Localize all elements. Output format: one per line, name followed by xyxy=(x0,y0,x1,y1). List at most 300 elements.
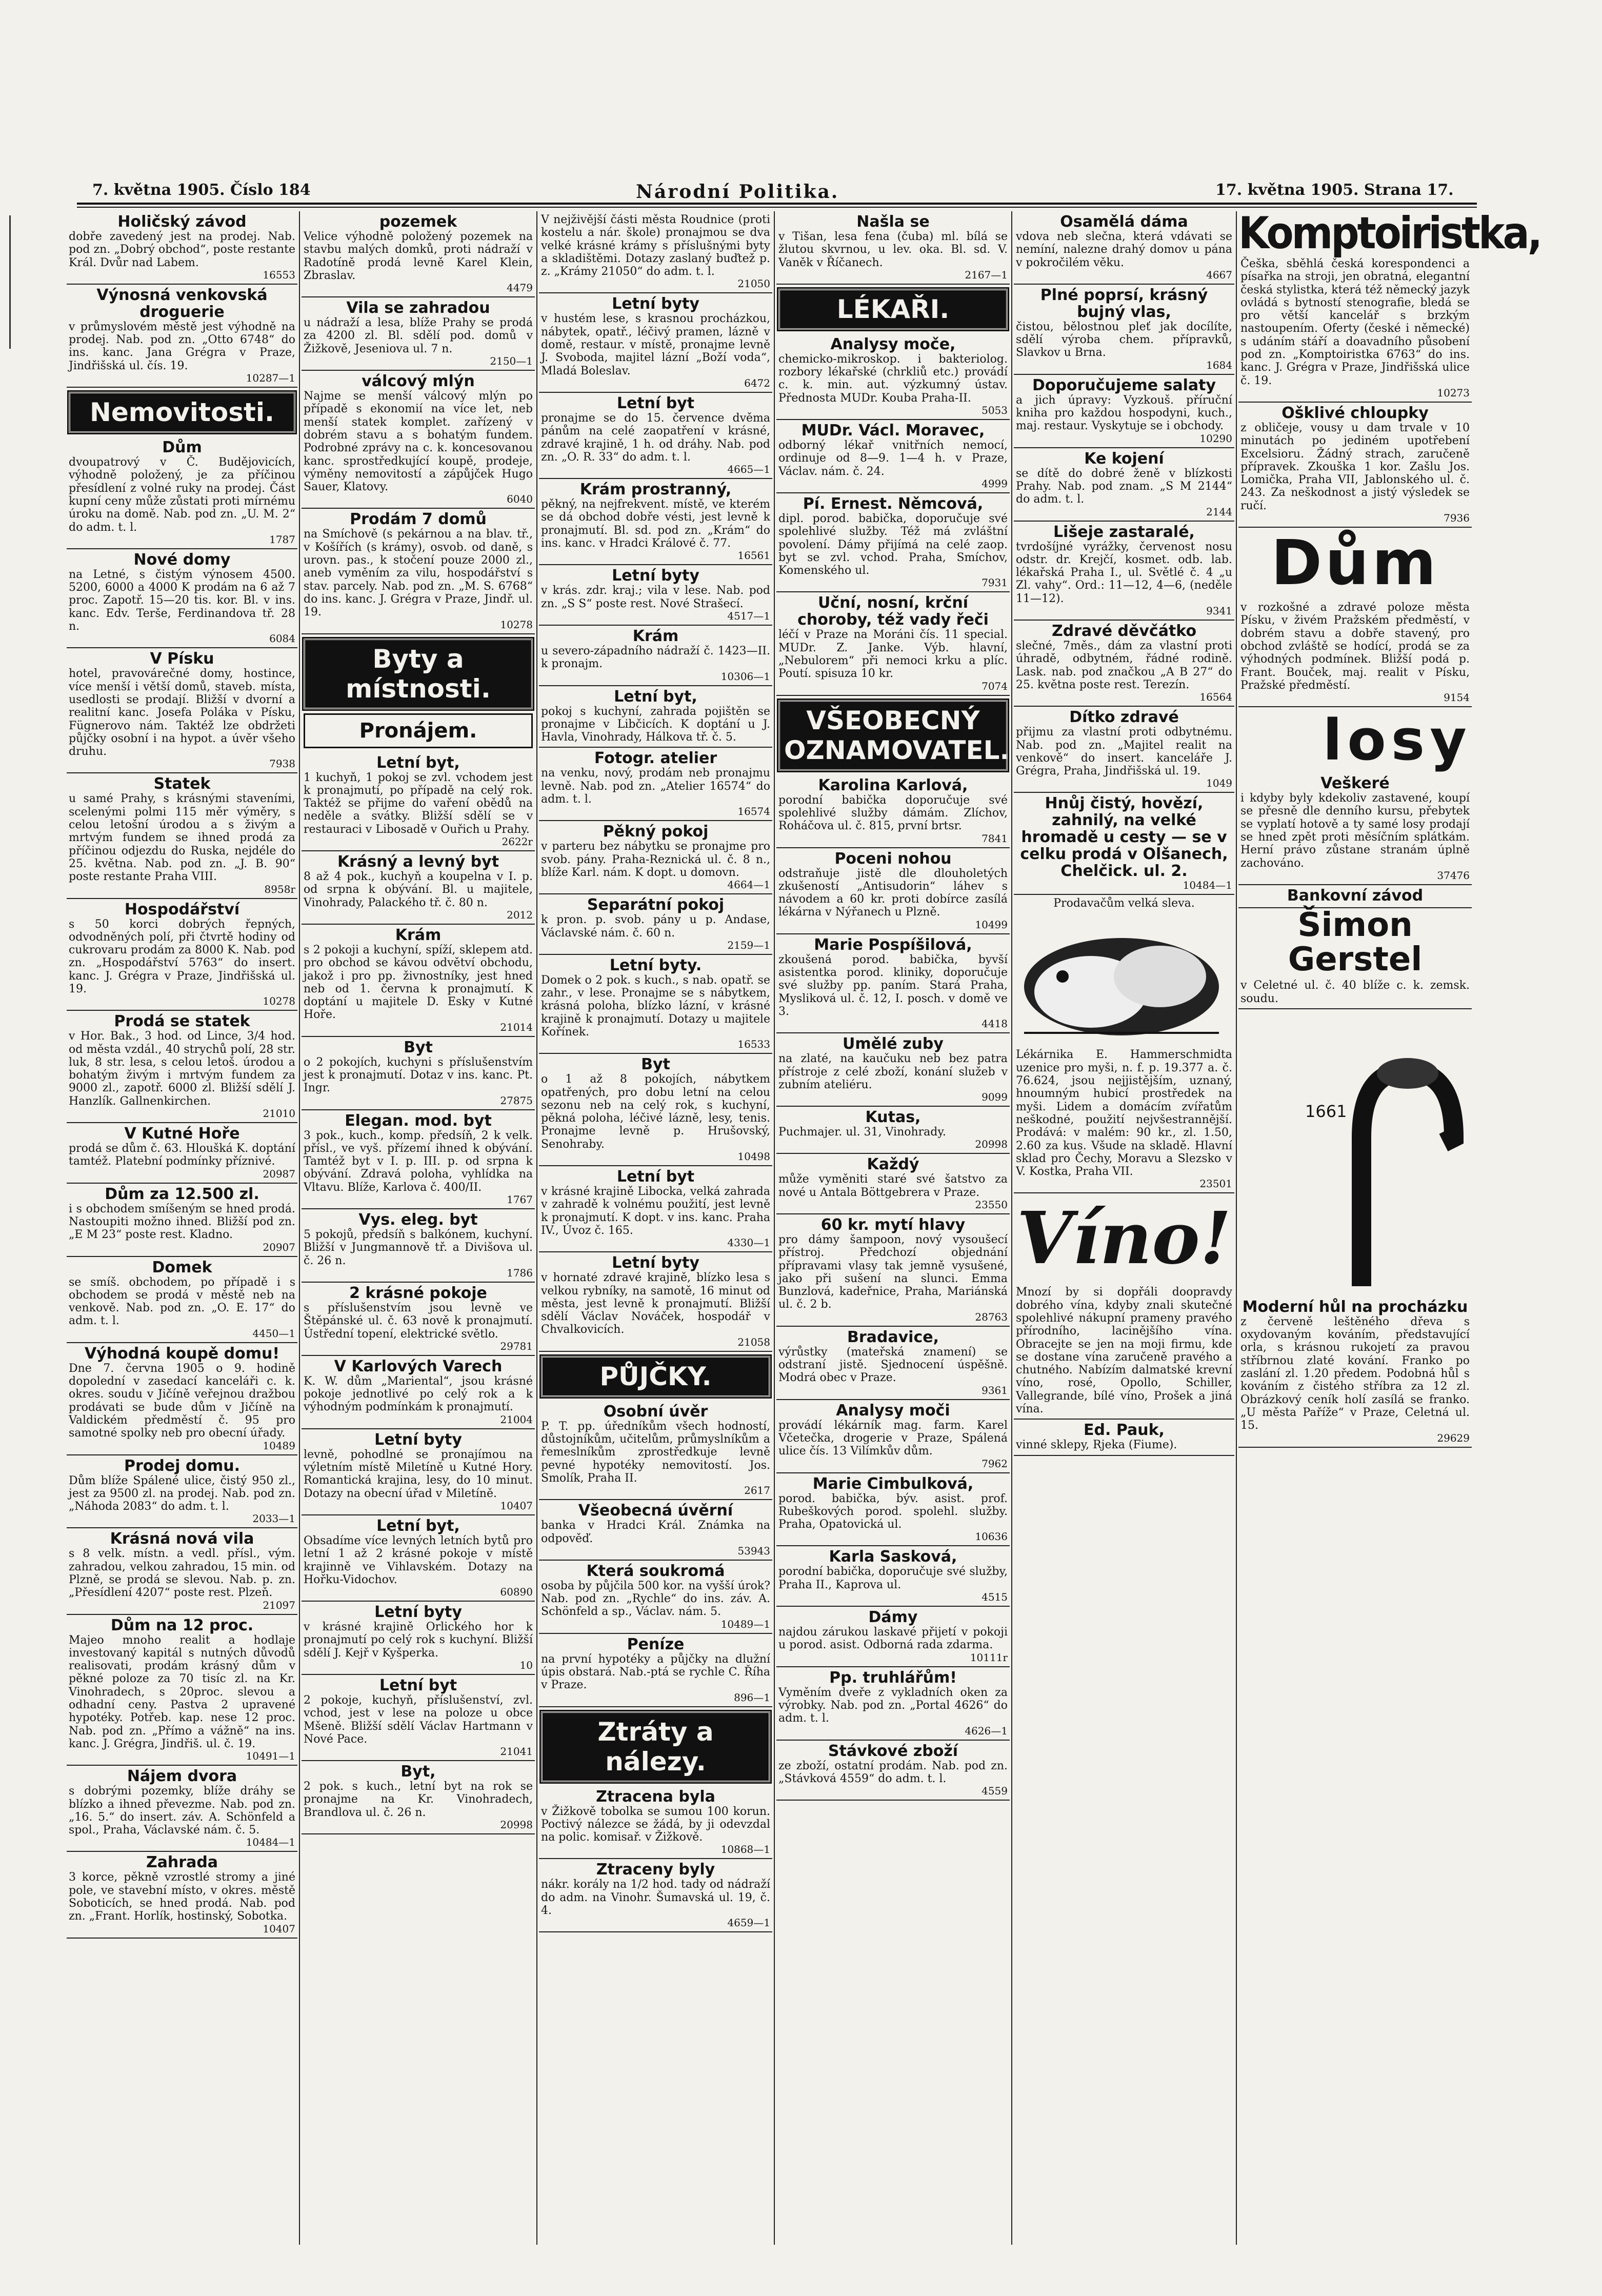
classified-ad xyxy=(776,1214,1010,1327)
ad-text: K. W. dům „Mariental“, jsou krásné pokoje jednotlivé po celý rok a k výhodným podmínkám k pronajmutí. xyxy=(304,1374,533,1414)
ad-text: pěkný, na nejfrekvent. místě, ve kterém se dá obchod dobře vésti, jest levně k pronajmutí. Bl. sd. pod zn. „Krám“ do ins. kanc. v Hradci Králové č. 77. xyxy=(541,498,770,550)
ad-heading: 60 kr. mytí hlavy xyxy=(820,1215,966,1234)
ad-code: 6472 xyxy=(744,376,770,389)
ad-code: 10484—1 xyxy=(246,1836,295,1849)
ad-code: 21041 xyxy=(500,1745,533,1758)
ad-heading: Karolina Karlová, xyxy=(818,776,968,794)
ad-text: ze zboží, ostatní prodám. Nab. pod zn. „Stávková 4559“ do adm. t. l. xyxy=(778,1759,1008,1785)
ad-text: léčí v Praze na Moráni čís. 11 special. MUDr. Z. Janke. Výb. hlavní, „Nebulorem“ při nemoci krku a plíc. Poutí. spisuza 10 kr. xyxy=(778,628,1008,681)
classified-ad xyxy=(539,1401,772,1500)
ad-text: vinné sklepy, Rjeka (Fiume). xyxy=(1016,1439,1177,1452)
ad-heading: Zdravé děvčátko xyxy=(1051,622,1197,641)
ad-text: 3 korce, pěkně vzrostlé stromy a jiné pole, ve stavební místo, v okres. městě Soboticích, se hned prodá. Nab. pod zn. „Frant. Horlík, hostinský, Sobotka. xyxy=(69,1871,295,1923)
ad-heading: Ztracena byla xyxy=(596,1787,715,1806)
ad-heading: Moderní hůl na procházku xyxy=(1242,1297,1468,1316)
ad-text: V nejživější části města Roudnice (proti kostelu a nár. škole) pronajmou se dva velké krásné krámy s příslušnými byty a skladištěmi. Dotazy zaslaný buďtež p. z. „Krámy 21050“ do adm. t. l. xyxy=(541,213,770,278)
ad-text: dipl. porod. babička, doporučuje své spolehlivé služby. Též má zvláštní povolení. Dámy přijímá na celé zaop. byt se zvl. vchod. Praha, Smíchov, Komenského ul. xyxy=(778,512,1008,577)
classified-ad xyxy=(776,1473,1010,1547)
ad-heading: Ke kojení xyxy=(1084,449,1164,468)
classified-ad xyxy=(1014,1420,1234,1455)
ad-text: u samé Prahy, s krásnými staveními, scelenými polmi 115 měr výměry, s celou letošní úrodou a s živým a mrtvým fundem se ihned prodá za příčinou odjezdu do Ruska, nejdéle do 25. května. Nab. pod zn. „J. B. 90“ poste restante Praha VIII. xyxy=(69,792,295,884)
walking-cane-illustration xyxy=(1238,1009,1472,1296)
ad-heading: Byt xyxy=(404,1038,433,1056)
classified-ad xyxy=(302,1602,535,1675)
classified-ad xyxy=(67,1184,297,1257)
classified-ad xyxy=(539,393,772,479)
column-5 xyxy=(1014,211,1234,2245)
ad-code: 20987 xyxy=(263,1167,295,1180)
ad-code: 10868—1 xyxy=(720,1843,770,1856)
ad-heading: Krásná nová vila xyxy=(110,1530,254,1548)
classified-ad xyxy=(776,934,1010,1033)
simon-gerstel-title: Šimon Gerstel xyxy=(1288,906,1423,979)
ad-heading: Plné poprsí, krásný bujný vlas, xyxy=(1040,286,1208,321)
classified-ad xyxy=(1014,375,1234,448)
ad-code: 4515 xyxy=(982,1591,1008,1604)
classified-ad xyxy=(539,955,772,1054)
classified-ad xyxy=(302,371,535,509)
ad-code: 10498 xyxy=(737,1150,770,1163)
classified-ad xyxy=(67,1257,297,1343)
ad-code: 2033—1 xyxy=(252,1512,295,1525)
ad-code: 4999 xyxy=(982,477,1008,490)
ad-heading: Marie Cimbulková, xyxy=(812,1474,974,1493)
classified-ad xyxy=(1014,522,1234,621)
ad-code: 10273 xyxy=(1437,386,1470,399)
ad-code: 7931 xyxy=(982,576,1008,589)
ad-code: 2012 xyxy=(507,908,533,921)
ad-text: o 2 pokojích, kuchyni s příslušenstvím jest k pronajmutí. Dotaz v ins. kanc. Pt. Ingr. xyxy=(304,1055,533,1095)
ad-text: porodní babička, doporučuje své služby, Praha II., Kaprova ul. xyxy=(778,1565,1008,1591)
classified-ad xyxy=(776,420,1010,493)
ad-heading: Dítko zdravé xyxy=(1069,708,1179,727)
ad-text: v krás. zdr. kraj.; vila v lese. Nab. pod zn. „S S“ poste rest. Nové Strašecí. xyxy=(541,584,770,610)
column-divider xyxy=(536,211,537,2245)
classified-ad xyxy=(1238,885,1472,908)
ad-heading: pozemek xyxy=(379,213,457,231)
classified-ad xyxy=(776,334,1010,420)
classified-ad xyxy=(302,1283,535,1356)
classified-ad xyxy=(539,1054,772,1166)
ad-heading: Ztraceny byly xyxy=(596,1861,715,1879)
ad-text: 3 pok., kuch., komp. předsíň, 2 k velk. přísl., ve vyš. přízemí ihned k obývání. Tamtéž byt v I. p. III. p. od srpna k obývání. Zdravá poloha, vyhlídka na Vltavu. Blíže, Karlova č. 400/II. xyxy=(304,1129,533,1194)
ad-text: vdova neb slečna, která vdávati se nemíní, nalezne drahý domov u pána v pokročilém věku. xyxy=(1016,230,1232,269)
classified-ad xyxy=(539,748,772,821)
vino-title: Víno! xyxy=(1016,1196,1232,1281)
classified-ad xyxy=(67,773,297,899)
ad-text: na zlaté, na kaučuku neb bez patra přístroje z celé zboží, konání služeb v zubním ateliéru. xyxy=(778,1052,1008,1091)
classified-ad xyxy=(67,1615,297,1766)
classified-ad xyxy=(67,211,297,285)
ad-heading: 2 krásné pokoje xyxy=(349,1284,487,1302)
ad-heading: Poceni nohou xyxy=(834,849,952,868)
classified-ad xyxy=(776,211,1010,285)
ad-code: 7938 xyxy=(269,757,295,770)
ad-text: přijmu za vlastní proti odbytnému. Nab. pod zn. „Majitel realit na venkově“ do insert. kanceláře J. Grégra, Praha, Jindřišská ul. 19. xyxy=(1016,726,1232,778)
ad-code: 20998 xyxy=(975,1138,1008,1151)
ad-heading: Vys. eleg. byt xyxy=(358,1211,478,1229)
ad-text: banka v Hradci Král. Známka na odpověď. xyxy=(541,1519,770,1545)
classified-ad xyxy=(539,686,772,748)
classified-ad xyxy=(302,925,535,1037)
ad-code: 10306—1 xyxy=(720,670,770,683)
ad-code: 16533 xyxy=(737,1038,770,1051)
ad-heading: Karla Sasková, xyxy=(829,1548,957,1566)
ad-heading: Fotogr. atelier xyxy=(594,749,717,768)
ad-heading: Bankovní závod xyxy=(1287,886,1424,905)
ad-heading: Kutas, xyxy=(865,1108,921,1127)
ad-text: v krásné krajině Orlického hor k pronajmutí po celý rok s kuchyní. Bližší sdělí J. Kejř v Kyšperka. xyxy=(304,1621,533,1660)
ad-heading: Dámy xyxy=(868,1608,918,1627)
ad-text: 2 pokoje, kuchyň, příslušenství, zvl. vchod, jest v lese na poloze u obce Mšeně. Bližší sdělí Václav Hartmann v Nové Pace. xyxy=(304,1694,533,1746)
ad-heading: Ed. Pauk, xyxy=(1084,1421,1165,1440)
classified-ad xyxy=(302,509,535,634)
ad-heading: Ošklivé chloupky xyxy=(1281,404,1429,422)
ad-code: 4665—1 xyxy=(727,463,770,476)
ad-text: pro dámy šampoon, nový vysoušecí přístroj. Předchozí objednání přípravami vlasy tak jemně vysušené, jako při sušení na slunci. Emma Bunzlová, kadeřnice, Praha, Mariánská ul. č. 2 b. xyxy=(778,1233,1008,1311)
ad-heading: Byt, xyxy=(400,1763,436,1781)
ad-text: levně, pohodlné se pronajímou na výletním místě Miletíně u Kutné Hory. Romantická krajina, lesy, do 10 minut. Dotazy na obecní úřad v Miletíně. xyxy=(304,1448,533,1500)
header-rule xyxy=(77,203,1477,205)
classified-ad xyxy=(539,211,772,293)
ad-text: i kdyby byly kdekoliv zastavené, koupí se přesně dle denního kursu, přebytek se vyplatí hotově a ty samé losy prodají se hned zpět proti měsíčním splátkám. Herní právo zůstane stranám úplně zachováno. xyxy=(1240,792,1470,870)
classified-ad xyxy=(67,648,297,773)
cane-number: 1661 xyxy=(1305,1101,1347,1121)
ad-code: 10111r xyxy=(970,1651,1008,1664)
column-divider xyxy=(1011,211,1012,2245)
classified-ad xyxy=(539,1634,772,1707)
classified-ad xyxy=(302,297,535,371)
ad-code: 4450—1 xyxy=(252,1327,295,1340)
ad-text: v Hor. Bak., 3 hod. od Lince, 3/4 hod. od města vzdál., 40 strychů polí, 28 str. luk, 8 str. lesa, s celou letoš. úrodou a bohatým živým i mrtvým fundem za 9000 zl., zapotř. 6000 zl. Bližší sdělí J. Hanzlík. Gallnenkirchen. xyxy=(69,1030,295,1108)
ad-text: Češka, sběhlá česká korespondenci a písařka na stroji, jen obratná, elegantní česká stylistka, která též německý jazyk ovládá s bytností stenografie, bledá se pro větší kancelář s brzkým nastoupením. Oferty (české i německé) s udáním stáří a doavadního působení pod zn. „Komptoiristka 6763“ do ins. kanc. J. Grégra v Praze, Jindřišská ulice č. 19. xyxy=(1240,257,1470,387)
ad-code: 9341 xyxy=(1206,605,1232,617)
ad-code: 9099 xyxy=(982,1091,1008,1104)
ad-heading: Letní byt, xyxy=(614,687,697,706)
ad-code: 16561 xyxy=(737,549,770,562)
ad-code: 1767 xyxy=(507,1193,533,1206)
ad-text: porod. babička, býv. asist. prof. Rubeškových porod. spolehl. služby. Praha, Opatovická ul. xyxy=(778,1492,1008,1531)
ad-heading: Letní byty xyxy=(612,295,699,313)
classified-ad xyxy=(776,1741,1010,1801)
ad-text: na Letné, s čistým výnosem 4500. 5200, 6000 a 4000 K prodám na 6 až 7 proc. Zapotř. 15—20 tis. kor. Bl. v ins. kanc. Edv. Terše, Ferdinandova tř. 28 n. xyxy=(69,568,295,633)
classified-ad xyxy=(302,1761,535,1834)
ad-heading: Veškeré xyxy=(1320,774,1390,793)
ad-heading: Letní byty xyxy=(374,1603,462,1622)
ad-heading: válcový mlýn xyxy=(362,372,475,391)
ad-heading: Vila se zahradou xyxy=(346,299,490,317)
ad-text: Obsadíme více levných letních bytů pro letní 1 až 2 krásné pokoje v místě krajinně ve Vihlavském. Dotazy na Hořku-Vidochov. xyxy=(304,1534,533,1586)
ad-text: v parteru bez nábytku se pronajme pro svob. pány. Praha-Reznická ul. č. 8 n., blíže Karl. nám. K dopt. u domovn. xyxy=(541,840,770,879)
ad-text: 2 pok. s kuch., letní byt na rok se pronajme na Kr. Vinohradech, Brandlova ul. č. 26 n. xyxy=(304,1780,533,1819)
ad-code: 29629 xyxy=(1437,1431,1470,1444)
ad-text: zkoušená porod. babička, byvší asistentka porod. kliniky, doporučuje své služby pp. paním. Stará Praha, Mysliková ul. č. 12, I. posch. v domě ve 3. xyxy=(778,953,1008,1018)
ad-code: 20998 xyxy=(500,1819,533,1831)
ad-text: v hustém lese, s krasnou procházkou, nábytek, opatř., léčivý pramen, lázně v domě, restaur. v místě, pronajme levně J. Svoboda, majitel lázní „Boží voda“, Mladá Boleslav. xyxy=(541,312,770,377)
ad-heading: Nájem dvora xyxy=(127,1767,237,1786)
ad-code: 21097 xyxy=(263,1599,295,1611)
ad-code: 10499 xyxy=(975,918,1008,931)
ad-text: Velice výhodně položený pozemek na stavbu malých domků, proti nádraží v Radotíně prodá levně Karel Klein, Zbraslav. xyxy=(304,230,533,282)
section-heading: LÉKAŘI. xyxy=(778,289,1008,330)
classified-ad xyxy=(776,1107,1010,1154)
ad-heading: Uční, nosní, krční choroby, též vady řeči xyxy=(797,594,989,629)
ad-heading: V Kutné Hoře xyxy=(124,1125,240,1143)
ad-code: 4330—1 xyxy=(727,1236,770,1249)
column-divider xyxy=(1236,211,1237,2245)
ad-text: v Celetné ul. č. 40 blíže c. k. zemsk. soudu. xyxy=(1240,979,1470,1005)
ad-code: 10489—1 xyxy=(720,1618,770,1630)
ad-code: 1787 xyxy=(269,533,295,546)
ad-heading: Letní byty xyxy=(374,1430,462,1449)
classified-ad xyxy=(776,1607,1010,1667)
ad-code: 2144 xyxy=(1206,505,1232,518)
page-edge-decoration xyxy=(0,215,11,349)
ad-code: 4418 xyxy=(982,1017,1008,1030)
classified-ad xyxy=(67,1343,297,1455)
section-heading: Ztráty a nálezy. xyxy=(541,1711,770,1782)
ad-text: Lékárnika E. Hammerschmidta uzenice pro myši, n. f. p. 19.377 a. č. 76.624, jsou nejjistějším, uznaný, hnoumným hubicí prostředek na myši. Lidem a domácím zvířatům neškodné, použití nejvšestrannější. Prodává: v malém: 90 kr., zl. 1.50, 2.60 za kus. Všude na skladě. Hlavní sklad pro Čechy, Moravu a Slezsko v V. Kostka, Praha VII. xyxy=(1016,1048,1232,1179)
ad-heading: Analysy moči xyxy=(836,1401,950,1420)
ad-text: nákr. korály na 1/2 hod. tady od nádraží do adm. na Vinohr. Šumavská ul. 19, č. 4. xyxy=(541,1878,770,1918)
ad-text: Dne 7. června 1905 o 9. hodině dopolední v zasedací kanceláři c. k. okres. soudu v Jičíně veřejnou dražbou prodávati se bude dům v Jičíně na Valdickém předměstí č. 95 pro samotné spolky neb pro obecní úřady. xyxy=(69,1362,295,1440)
ad-text: pokoj s kuchyní, zahrada pojištěn se pronajme v Libčicích. K doptání u J. Havla, Vinohrady, Hálkova tř. č. 5. xyxy=(541,705,770,744)
ad-code: 2159—1 xyxy=(727,939,770,951)
ad-text: v hornaté zdravé krajině, blízko lesa s velkou rybníky, na samotě, 16 minut od města, jest levně k pronajmutí. Bližší sdělí Václav Nováček, hospodář v Chvalkovicích. xyxy=(541,1271,770,1336)
ad-heading: Letní byty xyxy=(612,567,699,585)
section-heading: PŮJČKY. xyxy=(541,1356,770,1397)
ad-code: 1049 xyxy=(1206,777,1232,790)
ad-text: na první hypotéky a půjčky na dlužní úpis obstará. Nab.-ptá se rychle C. Říha v Praze. xyxy=(541,1652,770,1692)
classified-ad xyxy=(1014,1284,1234,1420)
ad-heading: Letní byty. xyxy=(609,956,702,974)
dum-title: Dům xyxy=(1271,528,1439,600)
classified-ad xyxy=(776,775,1010,848)
classified-ad xyxy=(539,821,772,894)
ad-code: 4559 xyxy=(982,1785,1008,1798)
ad-code: 53943 xyxy=(737,1544,770,1557)
section-heading: Pronájem. xyxy=(304,713,533,748)
ad-code: 21014 xyxy=(500,1021,533,1033)
classified-ad xyxy=(539,1859,772,1932)
classified-ad xyxy=(67,1455,297,1529)
ad-heading: V Písku xyxy=(150,650,214,668)
ad-heading: Pěkný pokoj xyxy=(603,823,709,841)
classified-ad xyxy=(302,1515,535,1602)
ad-heading: Prodám 7 domů xyxy=(350,510,487,529)
ad-heading: Dům xyxy=(162,438,202,457)
ad-code: 2622r xyxy=(502,835,533,848)
ad-text: v rozkošné a zdravé poloze města Písku, v živém Pražském předměstí, v dobrém stavu a dobře stavený, pro obchod zvláště se hodící, prodá se za výhodných podmínek. Bližší podá p. Frant. Bouček, maj. realit v Písku, Pražské předměstí. xyxy=(1240,601,1470,692)
ad-heading: Elegan. mod. byt xyxy=(345,1111,492,1130)
classified-ad xyxy=(1238,773,1472,885)
ad-code: 10491—1 xyxy=(246,1750,295,1763)
ad-text: z obličeje, vousy u dam trvale v 10 minutách po jediném upotřebení Excelsioru. Žádný strach, zaručeně přípravek. Zkouška 1 kor. Zašlu Jos. Lomička, Praha VII, Jablonského ul. č. 243. Za neškodnost a jistý výsledek se ručí. xyxy=(1240,421,1470,512)
ad-heading: Dům na 12 proc. xyxy=(110,1616,254,1634)
ad-text: u nádraží a lesa, blíže Prahy se prodá za 4200 zl. Bl. sdělí pod. domů v Žižkově, Jeseniova ul. 7 n. xyxy=(304,316,533,355)
classified-ad xyxy=(302,1037,535,1110)
ad-code: 23501 xyxy=(1199,1177,1232,1190)
ad-text: se smíš. obchodem, po případě i s obchodem se prodá v městě neb na venkově. Nab. pod zn. „O. E. 17“ do adm. t. l. xyxy=(69,1275,295,1328)
ad-text: výrůstky (mateřská znamení) se odstraní jistě. Sjednocení úspěšně. Modrá obec v Praze. xyxy=(778,1345,1008,1385)
header-masthead: Národní Politika. xyxy=(636,181,839,203)
ad-heading: Osobní úvěr xyxy=(603,1402,708,1421)
ad-code: 10484—1 xyxy=(1183,879,1232,892)
ad-code: 4659—1 xyxy=(727,1916,770,1929)
ad-text: dobře zavedený jest na prodej. Nab. pod zn. „Dobrý obchod“, poste restante Král. Dvůr nad Labem. xyxy=(69,230,295,269)
ad-code: 8958r xyxy=(264,883,295,895)
classified-ad xyxy=(776,1667,1010,1741)
ad-code: 896—1 xyxy=(734,1691,770,1704)
ad-text: prodá se dům č. 63. Hloušká K. doptání tamtéž. Platební podmínky příznivé. xyxy=(69,1142,295,1168)
ad-heading: Krám xyxy=(632,627,679,645)
ad-caption: Prodavačům velká sleva. xyxy=(1053,897,1195,910)
ad-text: o 1 až 8 pokojích, nábytkem opatřených, pro dobu letní na celou sezonu neb na celý rok, s kuchyní, pěkná poloha, léčivé lázně, lesy, tenis. Pronajme levně p. Hrušovský, Senohraby. xyxy=(541,1073,770,1151)
classified-ad xyxy=(302,1209,535,1283)
section-heading: VŠEOBECNÝ OZNAMOVATEL. xyxy=(778,700,1008,771)
classified-ad xyxy=(1014,707,1234,793)
column-3 xyxy=(539,211,772,2245)
classified-ad xyxy=(302,211,535,297)
ad-code: 4479 xyxy=(507,282,533,294)
classified-ad xyxy=(539,1166,772,1252)
ad-text: Najme se menší válcový mlýn po případě s ekonomií na více let, neb menší statek komplet. zařízený v dobrém stavu a s bohatým fundem. Podrobné zprávy na c. k. koncesovanou kanc. sprostředkující koupě, prodeje, výměny nemovitostí a zápůjček Hugo Sauer, Klatovy. xyxy=(304,390,533,494)
classified-ad xyxy=(302,1110,535,1209)
ad-code: 7936 xyxy=(1444,512,1470,525)
column-4 xyxy=(776,211,1010,2245)
ad-heading: Krásný a levný byt xyxy=(337,853,499,871)
ad-code: 10489 xyxy=(263,1439,295,1452)
ad-text: v Tišan, lesa fena (čuba) ml. bílá se žlutou skvrnou, u lev. oka. Bl. sd. V. Vaněk v Říčanech. xyxy=(778,230,1008,269)
classified-ad xyxy=(539,1786,772,1860)
classified-ad xyxy=(67,549,297,648)
classified-ad xyxy=(67,437,297,549)
ad-code: 21058 xyxy=(737,1335,770,1348)
ad-text: z červeně leštěného dřeva s oxydovaným kováním, představující orla, s krásnou rukojetí za pravou stříbrnou zlaté kování. Franko po zaslání zl. 1.20 předem. Podobná hůl s kováním z čistého stříbra za 12 zl. Obrázkový ceník holí zasílá se franko. „U města Paříže“ v Praze, Celetná ul. 15. xyxy=(1240,1315,1470,1432)
ad-heading: Letní byt, xyxy=(376,1516,460,1535)
ad-heading: Analysy moče, xyxy=(830,335,956,353)
ad-code: 10636 xyxy=(975,1530,1008,1543)
classified-ad xyxy=(776,848,1010,934)
ad-heading: Umělé zuby xyxy=(843,1035,944,1053)
ad-heading: Krám xyxy=(395,926,442,944)
column-divider xyxy=(774,211,775,2245)
ad-code: 7074 xyxy=(982,680,1008,692)
ad-code: 2617 xyxy=(744,1484,770,1497)
ad-heading: Letní byty xyxy=(612,1254,699,1272)
ad-text: Mnozí by si dopřáli doopravdy dobrého vína, kdyby znali skutečné spolehlivé nákupní prameny pravého přírodního, lacinějšího vína. Obracejte se jen na moji firmu, kde se dostane vína zaručeně pravého a chutného. Nabízím dalmatské krevní víno, rosé, Opollo, Schiller, Vallegrande, bílé víno, Prošek a jiná vína. xyxy=(1016,1286,1232,1416)
ad-code: 21004 xyxy=(500,1413,533,1426)
classified-ad xyxy=(67,1852,297,1938)
classified-ad xyxy=(302,752,535,851)
classified-ad xyxy=(302,851,535,925)
ad-text: s 2 pokoji a kuchyní, spíží, sklepem atd. pro obchod se kávou odvětví obchodu, jakož i pro pp. živnostníky, jest hned neb od 1. června k pronajmutí. K doptání u majitele D. Esky v Kutné Hoře. xyxy=(304,943,533,1022)
ad-heading: Každý xyxy=(867,1155,919,1174)
ad-heading: Krám prostranný, xyxy=(579,481,732,499)
ad-code: 21010 xyxy=(263,1107,295,1120)
ad-heading: Bradavice, xyxy=(847,1328,939,1346)
ad-text: Dům blíže Spálené ulice, čistý 950 zl., jest za 9500 zl. na prodej. Nab. pod zn. „Náhoda 2083“ do adm. t. l. xyxy=(69,1474,295,1513)
classified-ad xyxy=(1014,793,1234,895)
ad-code: 21050 xyxy=(737,277,770,290)
ad-text: pronajme se do 15. července dvěma pánům na celé zaopatření v krásné, zdravé krajině, 1 h. od dráhy. Nab. pod zn. „O. R. 33“ do adm. t. l. xyxy=(541,411,770,464)
ad-code: 10407 xyxy=(500,1499,533,1512)
column-2 xyxy=(302,211,535,2245)
ad-text: osoba by půjčila 500 kor. na vyšší úrok? Nab. pod zn. „Rychle“ do ins. záv. A. Schönfeld a sp., Václav. nám. 5. xyxy=(541,1579,770,1619)
ad-text: P. T. pp. úředníkům všech hodností, důstojníkům, učitelům, průmyslníkům a řemeslníkům zprostředkuje levně pevné hypotéky nemovitostí. Jos. Smolík, Praha II. xyxy=(541,1420,770,1485)
ad-heading: Pp. truhlářům! xyxy=(829,1668,957,1687)
ad-text: v průmyslovém městě jest výhodně na prodej. Nab. pod zn. „Otto 6748“ do ins. kanc. Jana Grégra v Praze, Jindřišská ul. čís. 19. xyxy=(69,320,295,372)
classified-ad xyxy=(302,1675,535,1761)
ad-heading: Osamělá dáma xyxy=(1060,213,1188,231)
ad-heading: Letní byt xyxy=(616,1168,695,1186)
ad-code: 1786 xyxy=(507,1266,533,1279)
ad-code: 2167—1 xyxy=(965,268,1008,281)
ad-text: i s obchodem smíšeným se hned prodá. Nastoupiti možno ihned. Bližší pod zn. „E M 23“ poste rest. Kladno. xyxy=(69,1202,295,1242)
ad-heading: Výnosná venkovská droguerie xyxy=(96,286,268,321)
classified-ad xyxy=(539,894,772,955)
ad-text: chemicko-mikroskop. i bakteriolog. rozbory lékařské (chrkliů etc.) provádí c. k. min. aut. výzkumný ústav. Přednosta MUDr. Kouba Praha-II. xyxy=(778,352,1008,405)
ad-code: 4664—1 xyxy=(727,879,770,891)
classified-ad xyxy=(776,1033,1010,1107)
ad-heading: Prodá se statek xyxy=(114,1012,250,1031)
classified-ad xyxy=(776,1154,1010,1214)
ad-code: 2150—1 xyxy=(490,355,533,368)
ad-heading: Zahrada xyxy=(146,1853,218,1872)
ad-heading: Hnůj čistý, hovězí, zahnilý, na velké hromadě u cesty — se v celku prodá v Olšanech, Chelčick. ul. 2. xyxy=(1020,794,1228,881)
ad-heading: Prodej domu. xyxy=(124,1456,241,1475)
classified-ad xyxy=(776,1327,1010,1400)
classified-ad xyxy=(1014,621,1234,707)
classified-ad xyxy=(776,493,1010,592)
ad-heading: Dům za 12.500 zl. xyxy=(105,1185,259,1203)
ad-code: 23550 xyxy=(975,1198,1008,1211)
ad-heading: V Karlových Varech xyxy=(334,1357,503,1375)
classified-ad xyxy=(1238,403,1472,528)
ad-heading: Stávkové zboží xyxy=(828,1742,958,1760)
ad-text: 5 pokojů, předsíň s balkónem, kuchyní. Bližší v Jungmannově tř. a Divišova ul. č. 26 n. xyxy=(304,1228,533,1267)
ad-heading: Hospodářství xyxy=(124,900,240,919)
ad-code: 16553 xyxy=(263,268,295,281)
ad-text: s 8 velk. místn. a vedl. přísl., vým. zahradou, velkou zahradou, 15 min. od Plzně, se prodá se slevou. Nab. p. zn. „Přesídlení 4207“ poste rest. Plzeň. xyxy=(69,1547,295,1600)
classified-ad xyxy=(776,592,1010,695)
ad-text: odborný lékař vnitřních nemocí, ordinuje od 8—9. 1—4 h. v Praze, Václav. nám. č. 24. xyxy=(778,439,1008,478)
column-divider xyxy=(299,211,300,2245)
ad-text: slečné, 7měs., dám za vlastní proti úhradě, odbytném, řádné rodině. Lask. nab. pod značkou „A B 27“ do 25. května poste rest. Terezín. xyxy=(1016,640,1232,691)
ad-text: v krásné krajině Libocka, velká zahrada v zahradě k volnému použití, jest levně k pronajmutí. K dopt. v ins. kanc. Praha IV., Úvoz č. 165. xyxy=(541,1185,770,1237)
classified-ad xyxy=(539,1252,772,1351)
ad-text: u severo-západního nádraží č. 1423—II. k pronajm. xyxy=(541,644,770,671)
column-1 xyxy=(67,211,297,2245)
ad-text: 1 kuchyň, 1 pokoj se zvl. vchodem jest k pronajmutí, po případě na celý rok. Taktéž se přijme do vaření obědů na neděle a svátky. Bližší sdělí se v restauraci v Libosadě v Ouřich u Prahy. xyxy=(304,771,533,836)
ad-code: 16564 xyxy=(1199,691,1232,704)
ad-text: na venku, nový, prodám neb pronajmu levně. Nab. pod zn. „Atelier 16574“ do adm. t. l. xyxy=(541,767,770,806)
classified-ad xyxy=(539,293,772,392)
ad-code: 6084 xyxy=(269,632,295,645)
classified-ad xyxy=(1014,211,1234,285)
ad-text: s dobrými pozemky, blíže dráhy se blízko a ihned převezme. Nab. pod zn. „16. 5.“ do insert. záv. A. Schönfeld a spol., Praha, Václavské nám. č. 5. xyxy=(69,1785,295,1837)
column-6 xyxy=(1238,208,1541,2245)
komptoiristka-title: Komptoiristka, xyxy=(1238,208,1541,259)
ad-code: 10407 xyxy=(263,1922,295,1935)
ad-text: v Žižkově tobolka se sumou 100 korun. Poctivý nálezce se žádá, by ji odevzdal na polic. komisař. v Žižkově. xyxy=(541,1805,770,1844)
classified-ad xyxy=(1238,255,1472,403)
ad-code: 4667 xyxy=(1206,268,1232,281)
ad-code: 29781 xyxy=(500,1340,533,1352)
ad-code: 1684 xyxy=(1206,358,1232,371)
section-heading: Byty a místnosti. xyxy=(304,638,533,709)
classified-ad xyxy=(1014,1046,1234,1193)
